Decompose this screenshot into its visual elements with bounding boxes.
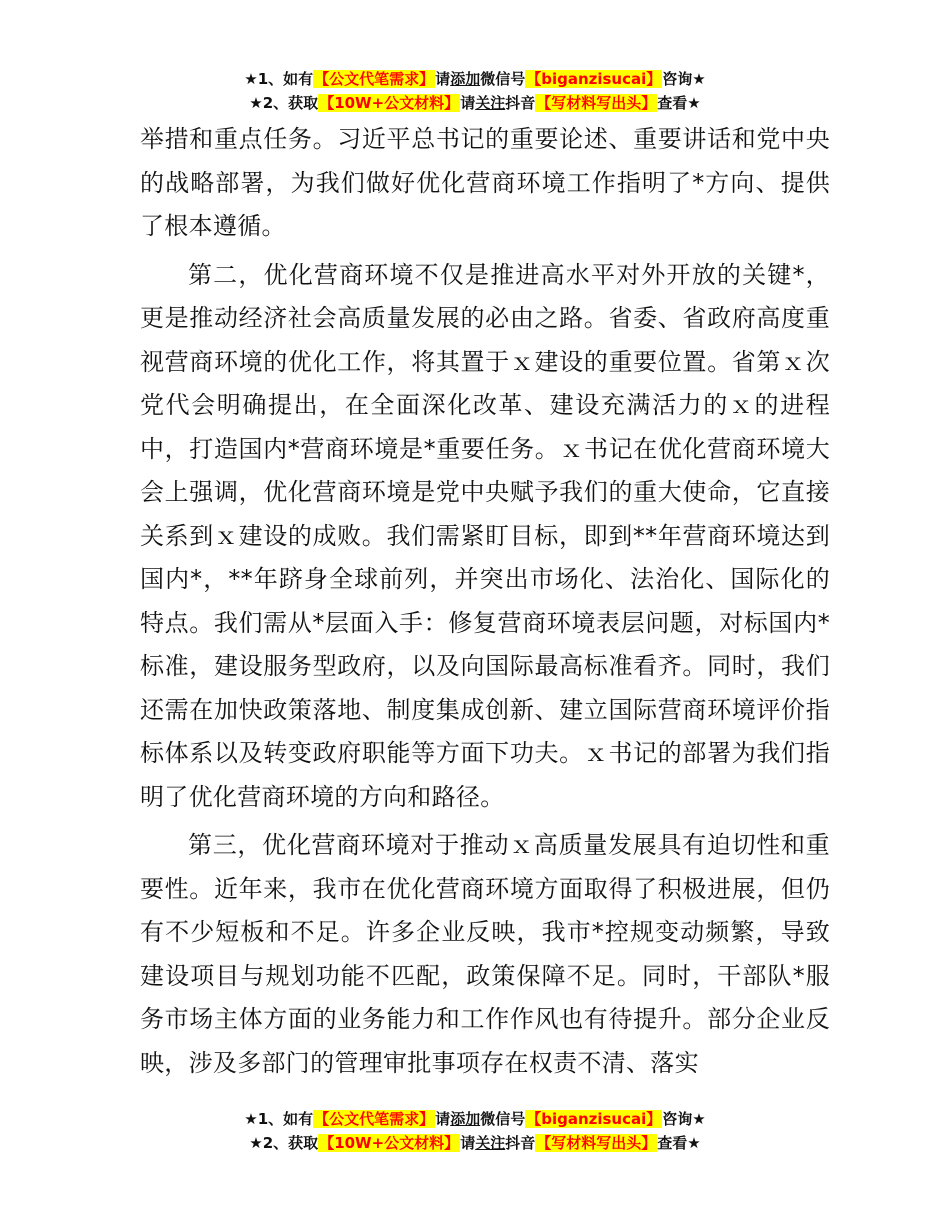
banner-text: 请 [435, 1110, 451, 1128]
banner-highlight: 【biganzisucai】 [526, 70, 662, 88]
banner-text: 咨询★ [662, 1110, 706, 1128]
banner-line-1 [0, 67, 950, 91]
footer-banner [0, 1107, 950, 1155]
banner-underline: 添加 [450, 70, 481, 88]
banner-text: 请 [435, 70, 451, 88]
banner-line-1 [0, 1107, 950, 1131]
banner-line-2 [0, 91, 950, 115]
banner-text: 查看★ [657, 1134, 701, 1152]
banner-highlight: 【公文代笔需求】 [314, 1110, 435, 1128]
banner-highlight: 【10W+公文材料】 [319, 94, 460, 112]
paragraph: 举措和重点任务。习近平总书记的重要论述、重要讲话和党中央的战略部署，为我们做好优化营商环境工作指明了*方向、提供了根本遵循。 [140, 125, 830, 240]
banner-text: ★1、如有 [244, 70, 314, 88]
banner-underline: 关注 [475, 94, 506, 112]
banner-text: 查看★ [657, 94, 701, 112]
paragraph: 第三，优化营商环境对于推动ｘ高质量发展具有迫切性和重要性。近年来，我市在优化营商环境方面取得了积极进展，但仍有不少短板和不足。许多企业反映，我市*控规变动频繁，导致建设项目与规划功能不匹配，政策保障不足。同时，干部队*服务市场主体方面的业务能力和工作作风也有待提升。部分企业反映，涉及多部门的管理审批事项存在权责不清、落实 [140, 831, 830, 1077]
banner-line-2 [0, 1131, 950, 1155]
banner-highlight: 【写材料写出头】 [536, 1134, 657, 1152]
paragraph: 第二，优化营商环境不仅是推进高水平对外开放的关键*，更是推动经济社会高质量发展的必由之路。省委、省政府高度重视营商环境的优化工作，将其置于ｘ建设的重要位置。省第ｘ次党代会明确提出，在全面深化改革、建设充满活力的ｘ的进程中，打造国内*营商环境是*重要任务。ｘ书记在优化营商环境大会上强调，优化营商环境是党中央赋予我们的重大使命，它直接关系到ｘ建设的成败。我们需紧盯目标，即到**年营商环境达到国内*，**年跻身全球前列，并突出市场化、法治化、国际化的特点。我们需从*层面入手：修复营商环境表层问题，对标国内*标准，建设服务型政府，以及向国际最高标准看齐。同时，我们还需在加快政策落地、制度集成创新、建立国际营商环境评价指标体系以及转变政府职能等方面下功夫。ｘ书记的部署为我们指明了优化营商环境的方向和路径。 [140, 260, 830, 811]
banner-text: 微信号 [480, 1110, 526, 1128]
document-body [140, 118, 830, 1085]
banner-text: ★2、获取 [249, 1134, 319, 1152]
banner-text: 请 [460, 94, 476, 112]
banner-text: 请 [460, 1134, 476, 1152]
banner-highlight: 【biganzisucai】 [526, 1110, 662, 1128]
banner-highlight: 【写材料写出头】 [536, 94, 657, 112]
banner-text: 微信号 [480, 70, 526, 88]
banner-text: ★2、获取 [249, 94, 319, 112]
banner-highlight: 【10W+公文材料】 [319, 1134, 460, 1152]
banner-text: 抖音 [505, 94, 536, 112]
banner-highlight: 【公文代笔需求】 [314, 70, 435, 88]
header-banner [0, 67, 950, 115]
banner-text: ★1、如有 [244, 1110, 314, 1128]
banner-text: 抖音 [505, 1134, 536, 1152]
banner-text: 咨询★ [662, 70, 706, 88]
banner-underline: 关注 [475, 1134, 506, 1152]
banner-underline: 添加 [450, 1110, 481, 1128]
